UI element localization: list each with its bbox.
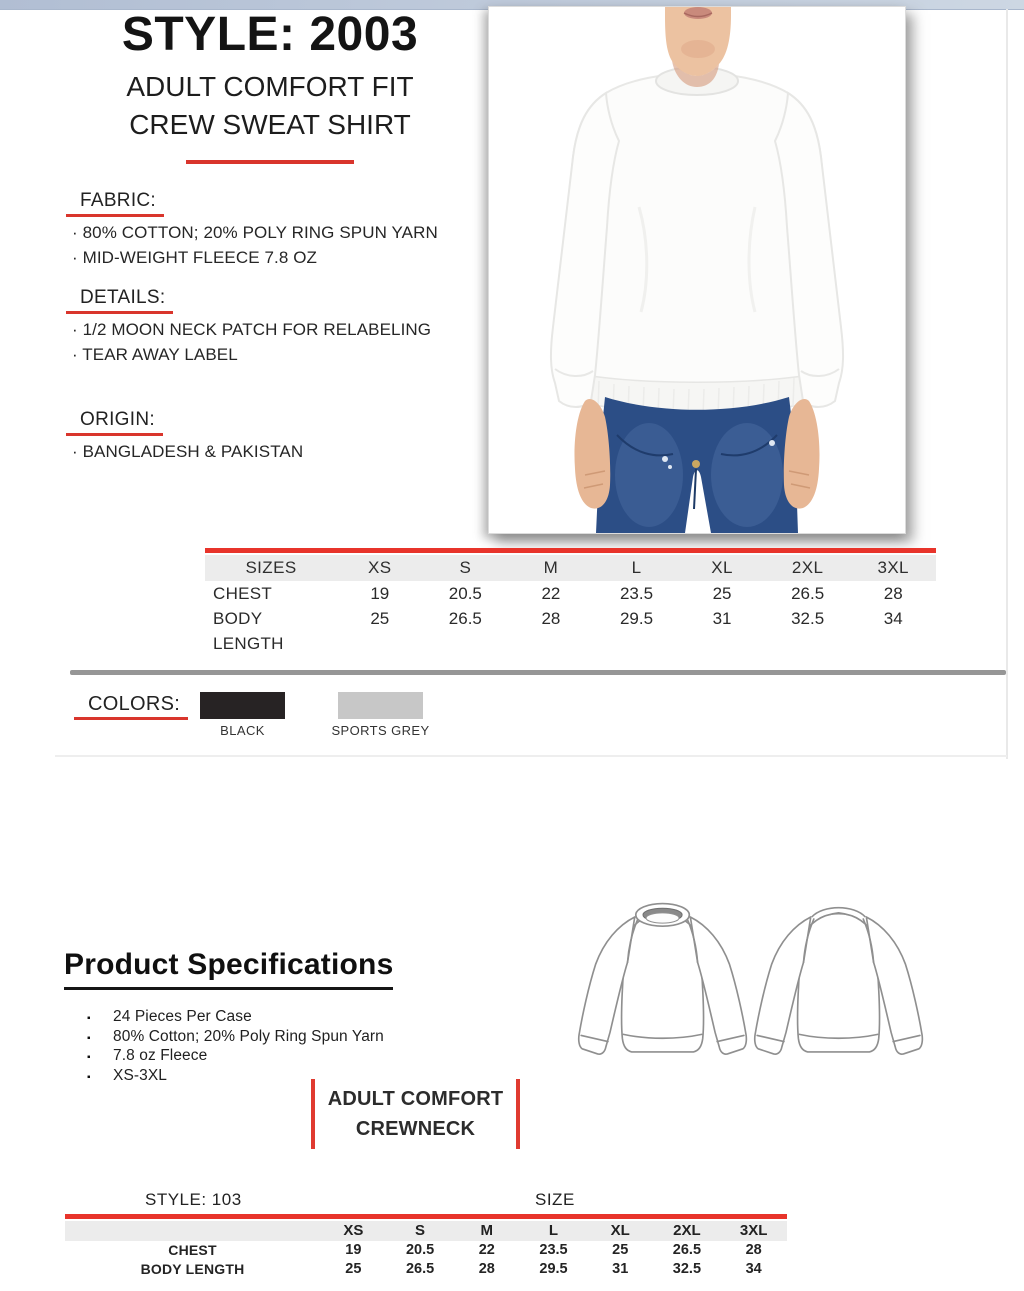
product-specs-heading-wrap — [64, 948, 393, 990]
sweatshirt-flat-drawings — [573, 876, 925, 1080]
adult-comfort-crewneck-callout — [311, 1079, 520, 1149]
spec-bullet-row — [87, 1047, 507, 1067]
size-cell: 28 — [541, 609, 561, 628]
bottom-header-cell: XS — [320, 1221, 387, 1241]
square-bullet-icon: ▪ — [87, 1032, 91, 1044]
callout-line2: CREWNECK — [355, 1118, 476, 1140]
bottom-cell: 28 — [478, 1261, 495, 1277]
flat-front — [579, 904, 747, 1055]
color-swatch-grey — [338, 692, 423, 719]
bottom-cell: 26.5 — [405, 1261, 435, 1277]
size-header-cell: M — [508, 555, 594, 581]
model-photo — [488, 6, 906, 534]
page-edge-shadow — [1006, 9, 1008, 759]
bottom-size-table — [65, 1188, 787, 1279]
colors-heading: COLORS: — [88, 693, 181, 715]
fabric-section — [72, 190, 504, 270]
colors-heading-wrap — [88, 693, 180, 720]
bottom-header-cell: L — [520, 1221, 587, 1241]
bottom-cell: 26.5 — [672, 1242, 702, 1258]
bottom-cell: 25 — [612, 1242, 629, 1258]
size-cell: 25 — [712, 584, 732, 603]
bottom-cell: 28 — [745, 1242, 762, 1258]
details-red-underline — [66, 311, 173, 314]
spec-bullet-row — [87, 1008, 507, 1028]
spec-bullet-text: 24 Pieces Per Case — [113, 1008, 252, 1025]
subtitle-line1: ADULT COMFORT FIT — [126, 71, 414, 102]
origin-heading: ORIGIN: — [80, 409, 155, 430]
size-cell: 20.5 — [448, 584, 482, 603]
spec-bullet-row — [87, 1028, 507, 1048]
size-header-cell: SIZES — [205, 555, 337, 581]
bottom-table-caption — [65, 1188, 787, 1214]
details-heading: DETAILS: — [80, 287, 166, 308]
subtitle-line2: CREW SWEAT SHIRT — [129, 109, 411, 140]
origin-red-underline — [66, 433, 163, 436]
size-cell: 31 — [712, 609, 732, 628]
bottom-cell: 25 — [345, 1261, 362, 1277]
bottom-header-cell: XL — [587, 1221, 654, 1241]
fabric-heading-wrap — [80, 190, 156, 217]
size-table-red-line — [205, 548, 936, 553]
size-cell: 19 — [370, 584, 390, 603]
corner-cell — [65, 1221, 320, 1241]
flat-back — [755, 908, 923, 1054]
title-red-underline — [186, 160, 354, 164]
size-row-label: CHEST — [213, 584, 273, 603]
size-cell: 23.5 — [619, 584, 654, 603]
fabric-heading: FABRIC: — [80, 190, 157, 211]
details-heading-wrap — [80, 287, 165, 314]
bottom-size-label: SIZE — [535, 1190, 575, 1209]
size-table — [205, 548, 936, 653]
style-number: STYLE: 2003 — [121, 8, 419, 61]
bottom-header-cell: S — [387, 1221, 454, 1241]
size-cell: 32.5 — [791, 609, 825, 628]
spec-bullet-text: 80% Cotton; 20% Poly Ring Spun Yarn — [113, 1027, 384, 1045]
callout-line1: ADULT COMFORT — [327, 1088, 504, 1110]
bottom-row-label: BODY LENGTH — [140, 1261, 245, 1277]
size-header-cell: 2XL — [765, 555, 851, 581]
square-bullet-icon: ▪ — [87, 1071, 91, 1083]
product-specs-heading: Product Specifications — [64, 948, 393, 990]
grey-divider — [70, 670, 1006, 675]
bottom-cell: 32.5 — [672, 1261, 702, 1277]
bottom-cell: 23.5 — [539, 1242, 568, 1258]
color-swatch-black — [200, 692, 285, 719]
model-photo-illustration — [489, 7, 905, 533]
bottom-table-grid — [65, 1221, 787, 1279]
size-cell: 29.5 — [619, 609, 654, 628]
size-cell: 28 — [883, 584, 903, 603]
product-specs-bullets — [87, 1008, 507, 1086]
title-block — [58, 6, 482, 164]
bottom-header-cell: 3XL — [720, 1221, 787, 1241]
size-header-cell: S — [423, 555, 509, 581]
color-swatch-grey-label: SPORTS GREY — [331, 723, 430, 738]
details-item: · 1/2 MOON NECK PATCH FOR RELABELING — [72, 320, 432, 339]
origin-item: · BANGLADESH & PAKISTAN — [72, 442, 304, 461]
fabric-item: · 80% COTTON; 20% POLY RING SPUN YARN — [72, 223, 438, 242]
size-header-cell: XS — [337, 555, 423, 581]
bottom-cell: 20.5 — [405, 1242, 435, 1258]
fabric-item: · MID-WEIGHT FLEECE 7.8 OZ — [72, 248, 318, 267]
fabric-red-underline — [66, 214, 164, 217]
size-cell: 26.5 — [791, 584, 825, 603]
white-sweatshirt — [551, 67, 843, 416]
size-table-grid — [205, 555, 936, 653]
bottom-cell: 31 — [612, 1261, 629, 1277]
spec-bullet-text: XS-3XL — [113, 1066, 168, 1084]
bottom-table-red-line — [65, 1214, 787, 1219]
faint-divider — [55, 755, 1007, 757]
bottom-style-label: STYLE: 103 — [145, 1190, 242, 1209]
flat-drawings-svg — [573, 876, 925, 1080]
spec-bullet-text: 7.8 oz Fleece — [113, 1047, 208, 1064]
size-cell: 26.5 — [448, 609, 482, 628]
details-item: · TEAR AWAY LABEL — [72, 345, 238, 364]
bottom-header-cell: M — [453, 1221, 520, 1241]
square-bullet-icon: ▪ — [87, 1052, 91, 1063]
size-header-cell: L — [594, 555, 680, 581]
size-header-cell: XL — [679, 555, 765, 581]
colors-red-underline — [74, 717, 188, 720]
size-cell: 22 — [541, 584, 561, 603]
bottom-cell: 34 — [745, 1261, 762, 1277]
origin-section — [72, 409, 504, 464]
details-section — [72, 287, 504, 367]
bottom-cell: 19 — [345, 1242, 362, 1258]
square-bullet-icon: ▪ — [87, 1013, 91, 1024]
bottom-cell: 29.5 — [539, 1261, 568, 1277]
origin-heading-wrap — [80, 409, 155, 436]
size-cell: 25 — [370, 609, 390, 628]
size-header-cell: 3XL — [850, 555, 936, 581]
size-cell: 34 — [883, 609, 903, 628]
color-swatch-black-label: BLACK — [220, 723, 265, 738]
bottom-cell: 22 — [478, 1242, 495, 1258]
size-row-label: BODY LENGTH — [213, 609, 284, 653]
bottom-header-cell: 2XL — [654, 1221, 721, 1241]
bottom-row-label: CHEST — [168, 1242, 217, 1258]
